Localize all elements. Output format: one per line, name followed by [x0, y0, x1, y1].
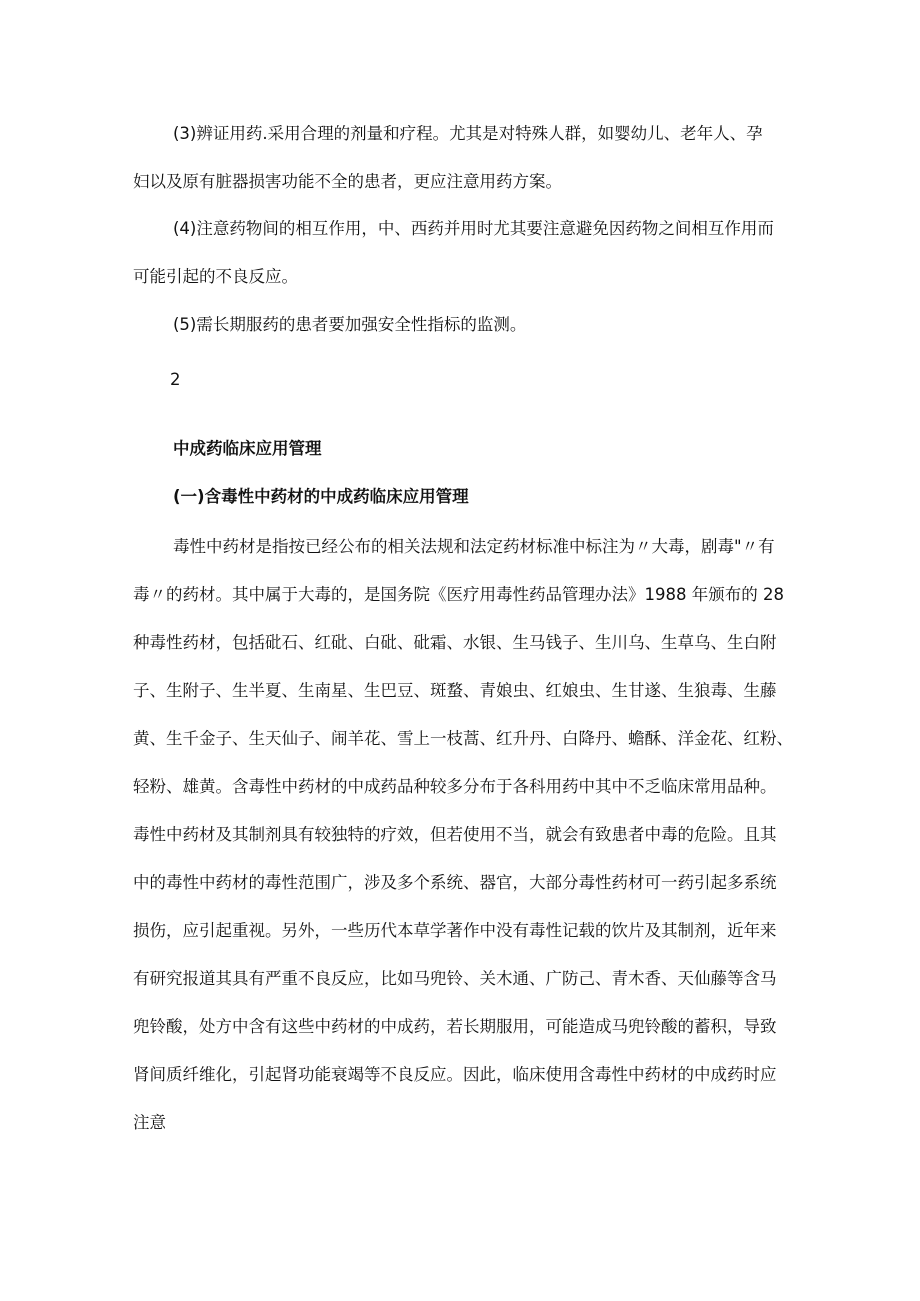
- body-line: 注意: [133, 1113, 166, 1132]
- body-line: 毒〃的药材。其中属于大毒的，是国务院《医疗用毒性药品管理办法》1988 年颁布的 28: [133, 585, 784, 604]
- para3-line1: (3)辨证用药.采用合理的剂量和疗程。尤其是对特殊人群，如婴幼儿、老年人、孕: [173, 124, 763, 143]
- section-title: 中成药临床应用管理: [173, 439, 322, 458]
- section-number: 2: [170, 370, 181, 389]
- body-line: 黄、生千金子、生天仙子、闹羊花、雪上一枝蒿、红升丹、白降丹、蟾酥、洋金花、红粉、: [133, 729, 793, 748]
- para4-line2: 可能引起的不良反应。: [133, 267, 298, 286]
- body-line: 有研究报道其具有严重不良反应，比如马兜铃、关木通、广防己、青木香、天仙藤等含马: [133, 969, 777, 988]
- body-line: 种毒性药材，包括砒石、红砒、白砒、砒霜、水银、生马钱子、生川乌、生草乌、生白附: [133, 633, 777, 652]
- body-line: 轻粉、雄黄。含毒性中药材的中成药品种较多分布于各科用药中其中不乏临床常用品种。: [133, 777, 777, 796]
- body-line: 肾间质纤维化，引起肾功能衰竭等不良反应。因此，临床使用含毒性中药材的中成药时应: [133, 1065, 777, 1084]
- para3-line2: 妇以及原有脏器损害功能不全的患者，更应注意用药方案。: [133, 172, 562, 191]
- body-line: 兜铃酸，处方中含有这些中药材的中成药，若长期服用，可能造成马兜铃酸的蓄积，导致: [133, 1017, 777, 1036]
- body-line: 毒性中药材是指按已经公布的相关法规和法定药材标准中标注为〃大毒，剧毒"〃有: [173, 537, 775, 556]
- body-line: 损伤，应引起重视。另外，一些历代本草学著作中没有毒性记载的饮片及其制剂，近年来: [133, 921, 777, 940]
- body-line: 毒性中药材及其制剂具有较独特的疗效，但若使用不当，就会有致患者中毒的危险。且其: [133, 825, 777, 844]
- para4-line1: (4)注意药物间的相互作用，中、西药并用时尤其要注意避免因药物之间相互作用而: [173, 219, 774, 238]
- body-line: 子、生附子、生半夏、生南星、生巴豆、斑蝥、青娘虫、红娘虫、生甘遂、生狼毒、生藤: [133, 681, 777, 700]
- body-line: 中的毒性中药材的毒性范围广，涉及多个系统、器官，大部分毒性药材可一药引起多系统: [133, 873, 777, 892]
- subsection-title: (一)含毒性中药材的中成药临床应用管理: [173, 487, 469, 506]
- para5: (5)需长期服药的患者要加强安全性指标的监测。: [173, 315, 527, 334]
